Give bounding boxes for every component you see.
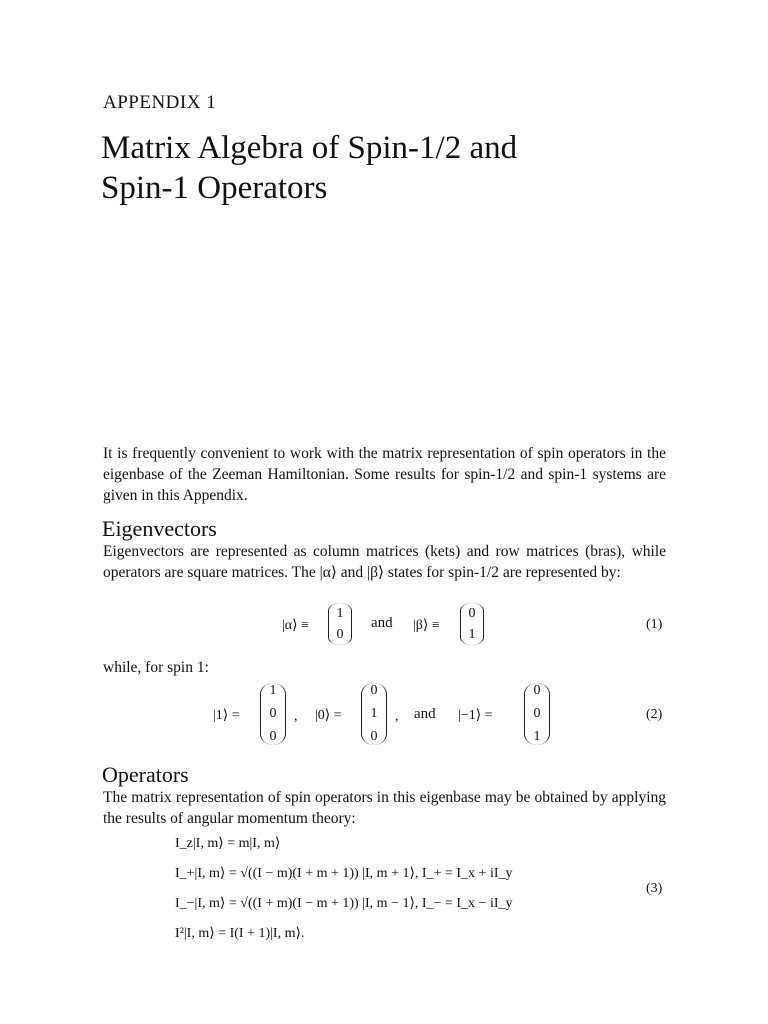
ket-minus1-label: |−1⟩ = [458,708,493,723]
vector-entry: 1 [269,683,277,698]
vector-entry: 0 [370,729,378,744]
ket-1-column-vector [260,683,286,745]
ket-1-label: |1⟩ = [213,708,240,723]
spin1-intro: while, for spin 1: [103,659,209,676]
vector-entry: 0 [468,605,476,621]
beta-column-vector [460,603,484,645]
vector-entry: 0 [533,706,541,721]
ket-0-label: |0⟩ = [315,708,342,723]
vector-entry: 0 [533,683,541,698]
equation-3-line-4: I²|I, m⟩ = I(I + 1)|I, m⟩. [175,926,305,941]
vector-entry: 0 [269,706,277,721]
section-heading-operators: Operators [102,762,189,787]
ket-0-column-vector [361,683,387,745]
vector-entry: 1 [336,605,344,621]
title-line-1: Matrix Algebra of Spin-1/2 and [101,130,518,166]
alpha-column-vector [328,603,352,645]
vector-entry: 0 [269,729,277,744]
comma: , [395,709,399,724]
beta-ket-label: |β⟩ ≡ [413,618,440,633]
alpha-ket-label: |α⟩ ≡ [282,618,309,633]
operators-paragraph: The matrix representation of spin operators in this eigenbase may be obtained by applying the results of angular momentum theory: [103,789,666,827]
equation-3-line-3: I_−|I, m⟩ = √((I + m)(I − m + 1)) |I, m − 1⟩, I_− = I_x − iI_y [175,896,513,911]
equation-3-line-2: I_+|I, m⟩ = √((I − m)(I + m + 1)) |I, m + 1⟩, I_+ = I_x + iI_y [175,866,513,881]
page-title [101,128,517,208]
vector-entry: 1 [533,729,541,744]
vector-entry: 0 [370,683,378,698]
and-word: and [414,706,436,722]
equation-number-1: (1) [646,617,663,632]
vector-entry: 0 [336,626,344,642]
title-line-2: Spin-1 Operators [101,170,328,206]
section-heading-eigenvectors: Eigenvectors [102,516,217,541]
appendix-label: APPENDIX 1 [103,92,217,113]
eigenvectors-paragraph: Eigenvectors are represented as column matrices (kets) and row matrices (bras), while operators are square matrices. The |α⟩ and |β⟩ states for spin-1/2 are represented by: [103,543,666,581]
equation-number-3: (3) [646,881,663,896]
ket-minus1-column-vector [524,683,550,745]
vector-entry: 1 [370,706,378,721]
comma: , [294,709,298,724]
intro-paragraph: It is frequently convenient to work with the matrix representation of spin operators in the eigenbase of the Zeeman Hamiltonian. Some results for spin-1/2 and spin-1 systems are given in this Appendix. [103,445,666,504]
equation-number-2: (2) [646,707,663,722]
and-word: and [371,615,393,631]
vector-entry: 1 [468,626,476,642]
equation-3-line-1: I_z|I, m⟩ = m|I, m⟩ [175,836,281,851]
